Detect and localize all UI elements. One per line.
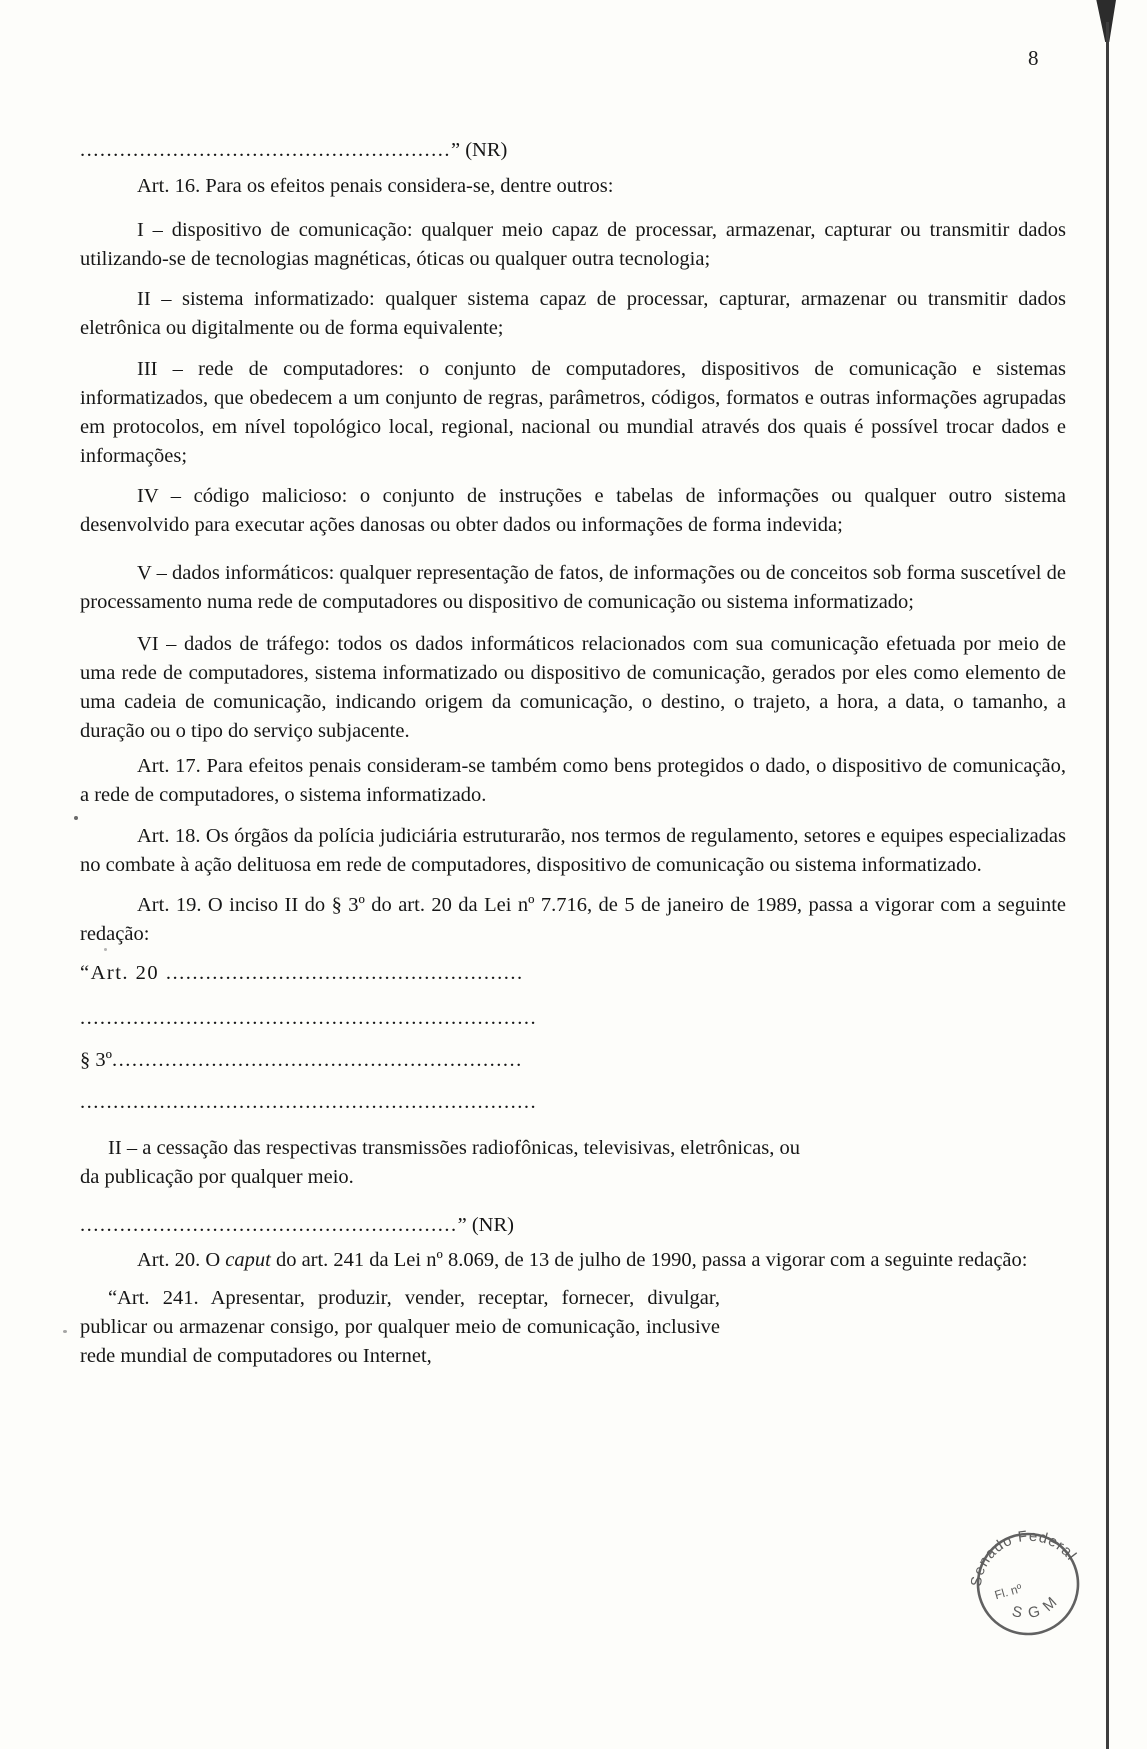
dotted-leader: ......................................................... (80, 1214, 458, 1236)
dotted-leader: ..................................................................... (80, 1007, 538, 1029)
quote-art20-ellipsis-line (80, 1004, 1066, 1033)
nr-closing-line-top (80, 136, 1066, 165)
stamp-fl-label: Fl. nº (992, 1581, 1024, 1603)
paragraph-3-symbol: § 3º (80, 1049, 112, 1071)
document-text-block (80, 136, 1066, 1371)
paragraph-art-17: Art. 17. Para efeitos penais consideram-se também como bens protegidos o dado, o dispositivo de comunicação, a rede de computadores, o sistema informatizado. (80, 755, 1066, 806)
stamp-arc-bottom-text: S G M (1010, 1592, 1062, 1623)
quote-art-241: “Art. 241. Apresentar, produzir, vender, receptar, fornecer, divulgar, publicar ou armazenar consigo, por qualquer meio de comunicação, inclusive rede mundial de computadores ou Internet, (80, 1287, 720, 1367)
scan-edge-line (1106, 22, 1109, 1749)
dotted-leader: ........................................................ (80, 139, 451, 161)
paragraph-art-16: Art. 16. Para os efeitos penais considera-se, dentre outros: (137, 175, 614, 197)
scan-speck (74, 816, 78, 820)
paragraph-art-19: Art. 19. O inciso II do § 3º do art. 20 da Lei nº 7.716, de 5 de janeiro de 1989, passa a vigorar com a seguinte redação: (80, 894, 1066, 945)
paragraph-inciso-vi: VI – dados de tráfego: todos os dados informáticos relacionados com sua comunicação efetuada por meio de uma rede de computadores, sistema informatizado ou dispositivo de comunicação, gerados por eles como elemento de uma cadeia de comunicação, indicando origem da comunicação, o destino, o trajeto, a hora, a data, o tamanho, a duração ou o tipo do serviço subjacente. (80, 633, 1066, 742)
nr-label: ” (NR) (451, 139, 508, 161)
page-number: 8 (1028, 46, 1039, 70)
scan-corner-artifact (1092, 0, 1116, 42)
paragraph-art-20 (80, 1246, 1066, 1275)
art-20-caput-italic: caput (225, 1249, 271, 1271)
art-20-prefix: Art. 20. O (137, 1249, 226, 1271)
paragraph-inciso-iv: IV – código malicioso: o conjunto de instruções e tabelas de informações ou qualquer outro sistema desenvolvido para executar ações danosas ou obter dados ou informações de forma indevida; (80, 485, 1066, 536)
dotted-leader: ...................................................... (165, 962, 524, 984)
quote-art20-label: “Art. 20 (80, 962, 166, 984)
quote-art20-ellipsis-line (80, 1088, 1066, 1117)
paragraph-inciso-v: V – dados informáticos: qualquer representação de fatos, de informações ou de conceitos sob forma suscetível de processamento numa rede de computadores ou dispositivo de comunicação ou sistema informatizado; (80, 562, 1066, 613)
paragraph-art-18: Art. 18. Os órgãos da polícia judiciária estruturarão, nos termos de regulamento, setores e equipes especializadas no combate à ação delituosa em rede de computadores, dispositivo de comunicação ou sistema informatizado. (80, 825, 1066, 876)
nr-label: ” (NR) (457, 1214, 514, 1236)
scan-speck (63, 1330, 67, 1333)
paragraph-inciso-ii: II – sistema informatizado: qualquer sistema capaz de processar, capturar, armazenar ou transmitir dados eletrônica ou digitalmente ou de forma equivalente; (80, 288, 1066, 339)
senado-federal-stamp (954, 1510, 1102, 1658)
quote-art20-par3-line (80, 1046, 1066, 1075)
nr-closing-line-quote (80, 1211, 1066, 1240)
quote-art20-inciso-ii: II – a cessação das respectivas transmissões radiofônicas, televisivas, eletrônicas, ou da publicação por qualquer meio. (80, 1137, 800, 1188)
paragraph-inciso-i: I – dispositivo de comunicação: qualquer meio capaz de processar, armazenar, capturar ou transmitir dados utilizando-se de tecnologias magnéticas, óticas ou qualquer outra tecnologia; (80, 219, 1066, 270)
stamp-arc-top-text: Senado Federal (967, 1527, 1081, 1588)
paragraph-inciso-iii: III – rede de computadores: o conjunto de computadores, dispositivos de comunicação e sistemas informatizados, que obedecem a um conjunto de regras, parâmetros, códigos, formatos e outras informações agrupadas em protocolos, em nível topológico local, regional, nacional ou mundial através dos quais é possível trocar dados e informações; (80, 358, 1066, 467)
art-20-suffix: do art. 241 da Lei nº 8.069, de 13 de julho de 1990, passa a vigorar com a seguinte redação: (270, 1249, 1028, 1271)
dotted-leader: ..................................................................... (80, 1091, 538, 1113)
quote-art20-opening-line (80, 959, 1066, 988)
dotted-leader: .............................................................. (111, 1049, 523, 1071)
